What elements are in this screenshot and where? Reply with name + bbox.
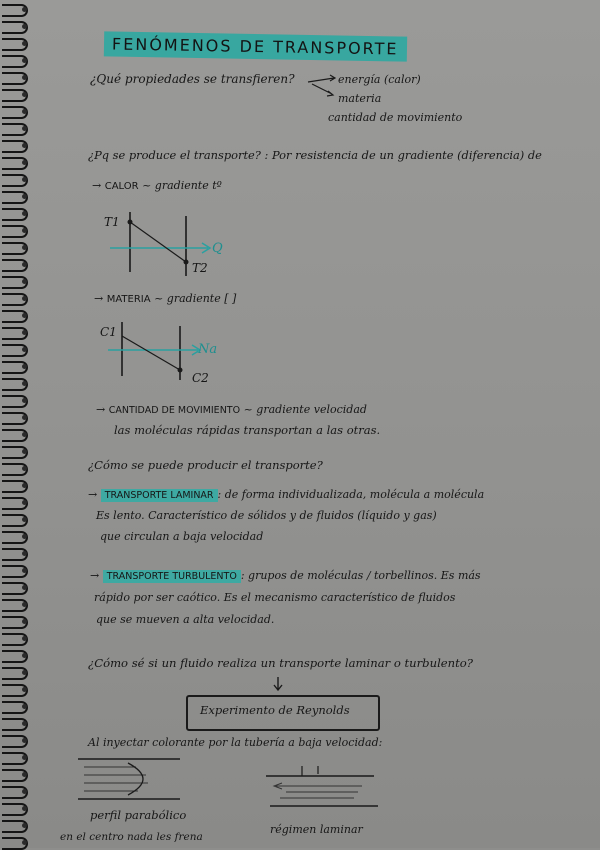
punch-hole <box>22 177 27 182</box>
punch-hole <box>22 160 27 165</box>
perfil-label: perfil parabólico <box>90 808 187 822</box>
punch-hole <box>22 41 27 46</box>
punch-hole <box>22 58 27 63</box>
punch-hole <box>22 619 27 624</box>
punch-hole <box>22 568 27 573</box>
branch-arrows-icon <box>306 74 338 104</box>
turbulento-line1: → TRANSPORTE TURBULENTO : grupos de moléculas / torbellinos. Es más <box>90 569 481 582</box>
down-arrow-icon <box>270 676 286 692</box>
regimen-label: régimen laminar <box>270 823 363 836</box>
prop-energia: energía (calor) <box>338 73 421 86</box>
materia-c1: C1 <box>100 325 117 339</box>
punch-hole <box>22 143 27 148</box>
punch-hole <box>22 92 27 97</box>
punch-hole <box>22 500 27 505</box>
perfil-note: en el centro nada les frena <box>60 831 203 843</box>
reynolds-label: Experimento de Reynolds <box>200 703 350 717</box>
punch-hole <box>22 772 27 777</box>
punch-hole <box>22 806 27 811</box>
parabolic-profile-drawing <box>76 755 186 805</box>
turbulento-line3: que se mueven a alta velocidad. <box>96 613 275 626</box>
turbulento-line2: rápido por ser caótico. Es el mecanismo característico de fluidos <box>94 591 456 604</box>
punch-hole <box>22 398 27 403</box>
punch-hole <box>22 245 27 250</box>
punch-hole <box>22 75 27 80</box>
punch-hole <box>22 840 27 845</box>
punch-hole <box>22 789 27 794</box>
calor-q: Q <box>212 241 223 256</box>
punch-hole <box>22 483 27 488</box>
punch-hole <box>22 551 27 556</box>
punch-hole <box>22 432 27 437</box>
calor-t2: T2 <box>192 261 208 275</box>
punch-hole <box>22 449 27 454</box>
punch-hole <box>22 330 27 335</box>
materia-heading: → MATERIA ~ gradiente [ ] <box>94 292 237 305</box>
question-reynolds: ¿Cómo sé si un fluido realiza un transporte laminar o turbulento? <box>88 656 473 670</box>
prop-materia: materia <box>338 92 382 105</box>
laminar-line1: → TRANSPORTE LAMINAR : de forma individualizada, molécula a molécula <box>88 488 485 501</box>
punch-hole <box>22 24 27 29</box>
laminar-regime-drawing <box>262 764 382 814</box>
punch-hole <box>22 466 27 471</box>
punch-hole <box>22 670 27 675</box>
punch-hole <box>22 262 27 267</box>
laminar-line3: que circulan a baja velocidad <box>100 530 264 543</box>
punch-hole <box>22 517 27 522</box>
materia-na: Na <box>198 342 218 357</box>
punch-hole <box>22 687 27 692</box>
punch-hole <box>22 228 27 233</box>
punch-hole <box>22 534 27 539</box>
punch-hole <box>22 738 27 743</box>
calor-heading: → CALOR ~ gradiente tº <box>92 179 222 192</box>
punch-hole <box>22 194 27 199</box>
punch-hole <box>22 823 27 828</box>
punch-hole <box>22 381 27 386</box>
question-properties: ¿Qué propiedades se transfieren? <box>90 72 295 86</box>
injection-text: Al inyectar colorante por la tubería a baja velocidad: <box>88 736 383 749</box>
prop-movimiento: cantidad de movimiento <box>328 111 463 124</box>
question-how: ¿Cómo se puede producir el transporte? <box>88 458 323 472</box>
punch-hole <box>22 7 27 12</box>
punch-hole <box>22 653 27 658</box>
laminar-line2: Es lento. Característico de sólidos y de fluidos (líquido y gas) <box>96 509 437 522</box>
page-title: FENÓMENOS DE TRANSPORTE <box>104 31 407 61</box>
punch-hole <box>22 211 27 216</box>
punch-hole <box>22 704 27 709</box>
punch-hole <box>22 636 27 641</box>
punch-hole <box>22 313 27 318</box>
punch-hole <box>22 415 27 420</box>
punch-hole <box>22 585 27 590</box>
punch-hole <box>22 347 27 352</box>
punch-hole <box>22 721 27 726</box>
movimiento-heading: → CANTIDAD DE MOVIMIENTO ~ gradiente velocidad <box>96 403 367 416</box>
question-why: ¿Pq se produce el transporte? : Por resistencia de un gradiente (diferencia) de <box>88 148 542 162</box>
materia-c2: C2 <box>192 371 209 385</box>
punch-hole <box>22 279 27 284</box>
calor-t1: T1 <box>104 215 120 229</box>
punch-hole <box>22 602 27 607</box>
punch-hole <box>22 126 27 131</box>
punch-hole <box>22 364 27 369</box>
punch-hole <box>22 755 27 760</box>
punch-hole <box>22 296 27 301</box>
punch-hole <box>22 109 27 114</box>
movimiento-line2: las moléculas rápidas transportan a las otras. <box>114 423 381 437</box>
